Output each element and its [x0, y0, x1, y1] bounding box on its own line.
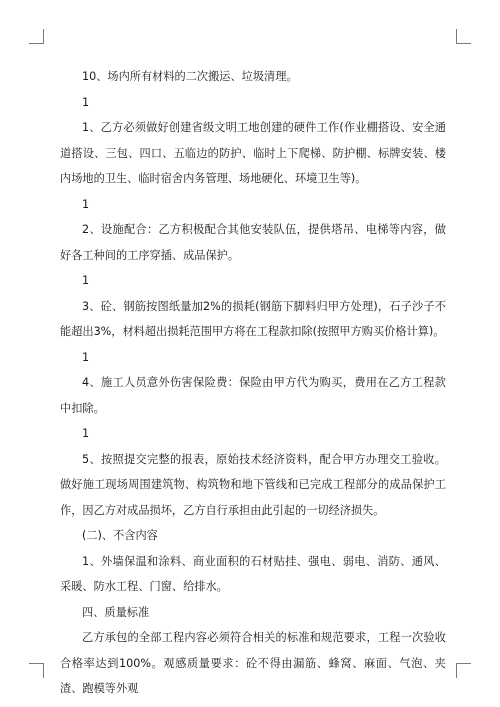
paragraph-exclusions: 1、外墙保温和涂料、商业面积的石材贴挂、强电、弱电、消防、通风、采暖、防水工程、门窗、给排水。: [60, 554, 446, 593]
crop-mark-top-right: [456, 29, 471, 44]
document-body: [60, 64, 446, 702]
paragraph-number: 1: [82, 95, 90, 109]
paragraph-material-loss: 3、砼、钢筋按图纸量加2%的损耗(钢筋下脚料归甲方处理)，石子沙子不能超出3%，材料超出损耗范围甲方将在工程款扣除(按照甲方购买价格计算)。: [60, 299, 446, 338]
paragraph-item-10: 10、场内所有材料的二次搬运、垃圾清理。: [82, 70, 298, 83]
paragraph-number: 1: [82, 427, 90, 440]
paragraph-acceptance: 5、按照提交完整的报表，原始技术经济资料，配合甲方办理交工验收。做好施工现场周围建筑物、构筑物和地下管线和已完成工程部分的成品保护工作，因乙方对成品损坏，乙方自行承担由此引起的一切经济损失。: [60, 452, 446, 517]
paragraph-civilized-site: 1、乙方必须做好创建省级文明工地创建的硬件工作(作业棚搭设、安全通道搭设、三包、四口、五临边的防护、临时上下爬梯、防护棚、标牌安装、楼内场地的卫生、临时宿舍内务管理、场地硬化、环境卫生等)。: [60, 121, 446, 185]
paragraph-number: 1: [82, 274, 90, 287]
paragraph-insurance: 4、施工人员意外伤害保险费：保险由甲方代为购买，费用在乙方工程款中扣除。: [60, 376, 446, 415]
paragraph-number: 1: [82, 197, 90, 211]
paragraph-quality: 乙方承包的全部工程内容必须符合相关的标准和规范要求，工程一次验收合格率达到100%。观感质量要求：砼不得由漏筋、蜂窝、麻面、气泡、夹渣、跑模等外观: [60, 631, 446, 695]
crop-mark-bottom-right: [456, 663, 471, 678]
crop-mark-bottom-left: [29, 663, 44, 678]
section-heading-quality: 四、质量标准: [82, 605, 150, 619]
crop-mark-top-left: [29, 29, 44, 44]
section-heading-exclusions: (二)、不含内容: [82, 529, 158, 542]
paragraph-facility-cooperation: 2、设施配合：乙方积极配合其他安装队伍，提供塔吊、电梯等内容，做好各工种间的工序穿插、成品保护。: [60, 223, 446, 262]
paragraph-number: 1: [82, 350, 90, 364]
